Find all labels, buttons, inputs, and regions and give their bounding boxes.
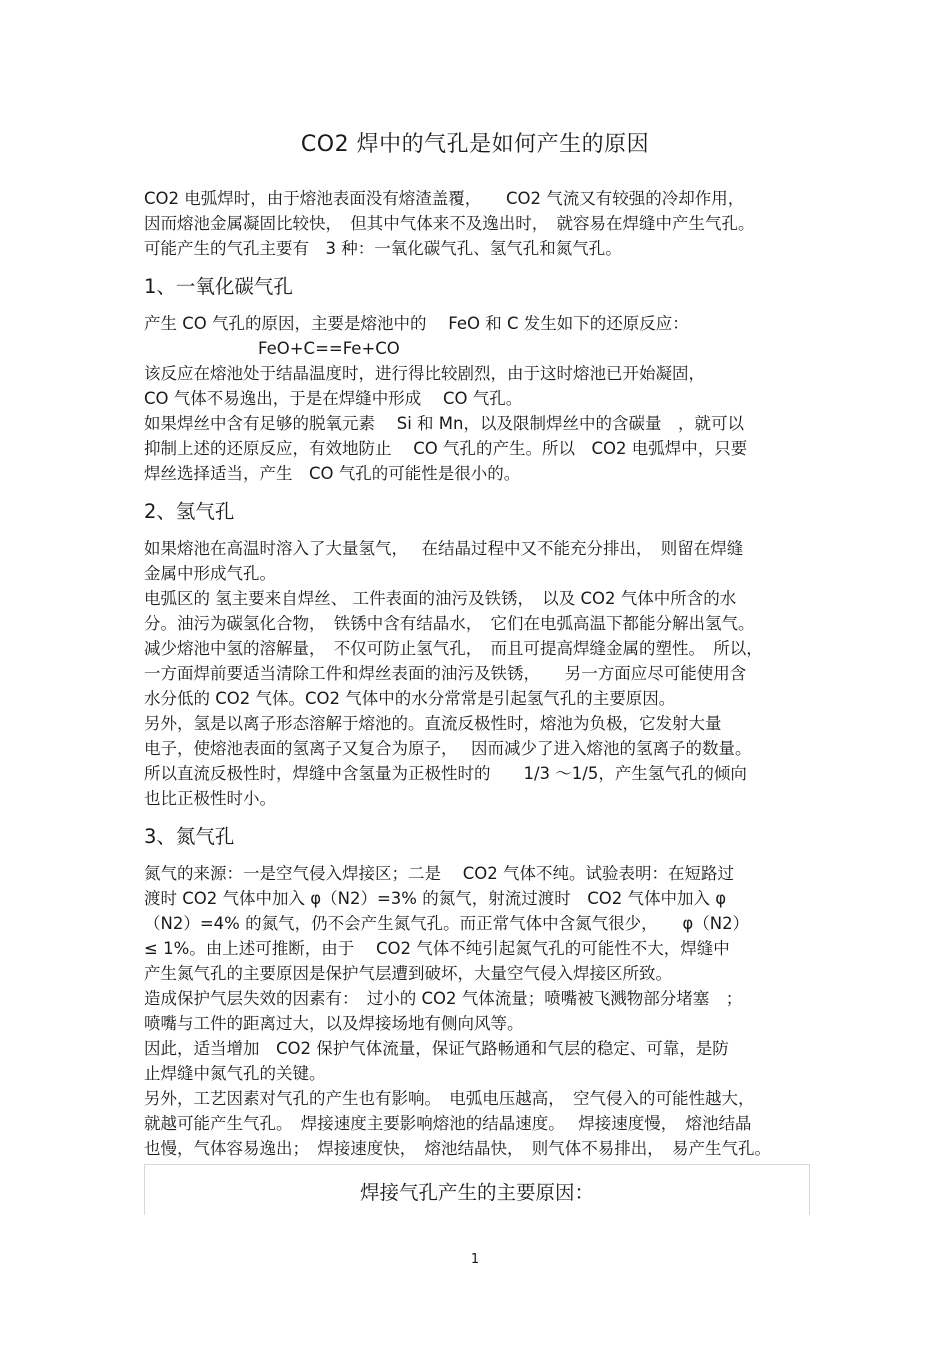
body-line: 水分低的 CO2 气体。CO2 气体中的水分常常是引起氢气孔的主要原因。 [144,689,676,708]
body-line: 就越可能产生气孔。 焊接速度主要影响熔池的结晶速度。 焊接速度慢， 熔池结晶 [144,1114,752,1133]
body-line: 另外，工艺因素对气孔的产生也有影响。 电弧电压越高， 空气侵入的可能性越大， [144,1089,755,1108]
body-line: 分。油污为碳氢化合物， 铁锈中含有结晶水， 它们在电弧高温下都能分解出氢气。 [144,614,755,633]
page-number: 1 [470,1252,480,1267]
body-line: 电子，使熔池表面的氢离子又复合为原子， 因而减少了进入熔池的氢离子的数量。 [144,739,752,758]
body-line: 如果焊丝中含有足够的脱氧元素 Si 和 Mn，以及限制焊丝中的含碳量 ，就可以 [144,414,744,433]
body-line: 渡时 CO2 气体中加入 φ（N2）=3% 的氮气，射流过渡时 CO2 气体中加入 φ [144,889,727,908]
body-line: 止焊缝中氮气孔的关键。 [144,1064,326,1083]
intro-line: CO2 电弧焊时，由于熔池表面没有熔渣盖覆， CO2 气流又有较强的冷却作用， [144,189,745,208]
summary-table-title: 焊接气孔产生的主要原因： [359,1181,594,1204]
body-line: 抑制上述的还原反应，有效地防止 CO 气孔的产生。所以 CO2 电弧焊中，只要 [144,439,748,458]
body-line: 如果熔池在高温时溶入了大量氢气， 在结晶过程中又不能充分排出， 则留在焊缝 [144,539,744,558]
section-heading: 2、氢气孔 [144,500,235,523]
body-line: 减少熔池中氢的溶解量， 不仅可防止氢气孔， 而且可提高焊缝金属的塑性。 所以， [144,639,763,658]
body-line: 电弧区的 氢主要来自焊丝、 工件表面的油污及铁锈， 以及 CO2 气体中所含的水 [144,589,737,608]
body-line: 金属中形成气孔。 [144,564,276,583]
body-line: ≤ 1%。由上述可推断，由于 CO2 气体不纯引起氮气孔的可能性不大，焊缝中 [144,939,730,958]
body-line: 喷嘴与工件的距离过大，以及焊接场地有侧向风等。 [144,1014,524,1033]
section-heading: 3、氮气孔 [144,825,235,848]
intro-line: 因而熔池金属凝固比较快， 但其中气体来不及逸出时， 就容易在焊缝中产生气孔。 [144,214,755,233]
page-title: CO2 焊中的气孔是如何产生的原因 [300,132,650,157]
body-line: 所以直流反极性时，焊缝中含氢量为正极性时的 1/3 ～1/5，产生氢气孔的倾向 [144,764,747,783]
section-hydrogen-pores [144,498,812,811]
body-line: 一方面焊前要适当清除工件和焊丝表面的油污及铁锈， 另一方面应尽可能使用含 [144,664,747,683]
document-body [144,186,812,1161]
body-line: 产生 CO 气孔的原因，主要是熔池中的 FeO 和 C 发生如下的还原反应： [144,314,689,333]
body-line: 产生氮气孔的主要原因是保护气层遭到破坏，大量空气侵入焊接区所致。 [144,964,672,983]
body-line: 也慢，气体容易逸出； 焊接速度快， 熔池结晶快， 则气体不易排出， 易产生气孔。 [144,1139,771,1158]
body-line: 造成保护气层失效的因素有： 过小的 CO2 气体流量；喷嘴被飞溅物部分堵塞 ； [144,989,743,1008]
body-line: 因此，适当增加 CO2 保护气体流量，保证气路畅通和气层的稳定、可靠，是防 [144,1039,729,1058]
body-line: 氮气的来源：一是空气侵入焊接区；二是 CO2 气体不纯。试验表明：在短路过 [144,864,734,883]
intro-line: 可能产生的气孔主要有 3 种：一氧化碳气孔、氢气孔和氮气孔。 [144,239,622,258]
body-line: CO 气体不易逸出，于是在焊缝中形成 CO 气孔。 [144,389,523,408]
body-line: 另外，氢是以离子形态溶解于熔池的。直流反极性时，熔池为负极，它发射大量 [144,714,722,733]
section-nitrogen-pores [144,823,812,1161]
body-line: 焊丝选择适当，产生 CO 气孔的可能性是很小的。 [144,464,521,483]
reaction-equation: FeO+C==Fe+CO [258,339,400,358]
body-line: 该反应在熔池处于结晶温度时，进行得比较剧烈，由于这时熔池已开始凝固， [144,364,705,383]
intro-paragraph [144,186,812,261]
body-line: 也比正极性时小。 [144,789,276,808]
summary-table-box [144,1164,810,1215]
section-co-pores [144,273,812,486]
section-heading: 1、一氧化碳气孔 [144,275,293,298]
body-line: （N2）=4% 的氮气，仍不会产生氮气孔。而正常气体中含氮气很少， φ（N2） [144,914,750,933]
